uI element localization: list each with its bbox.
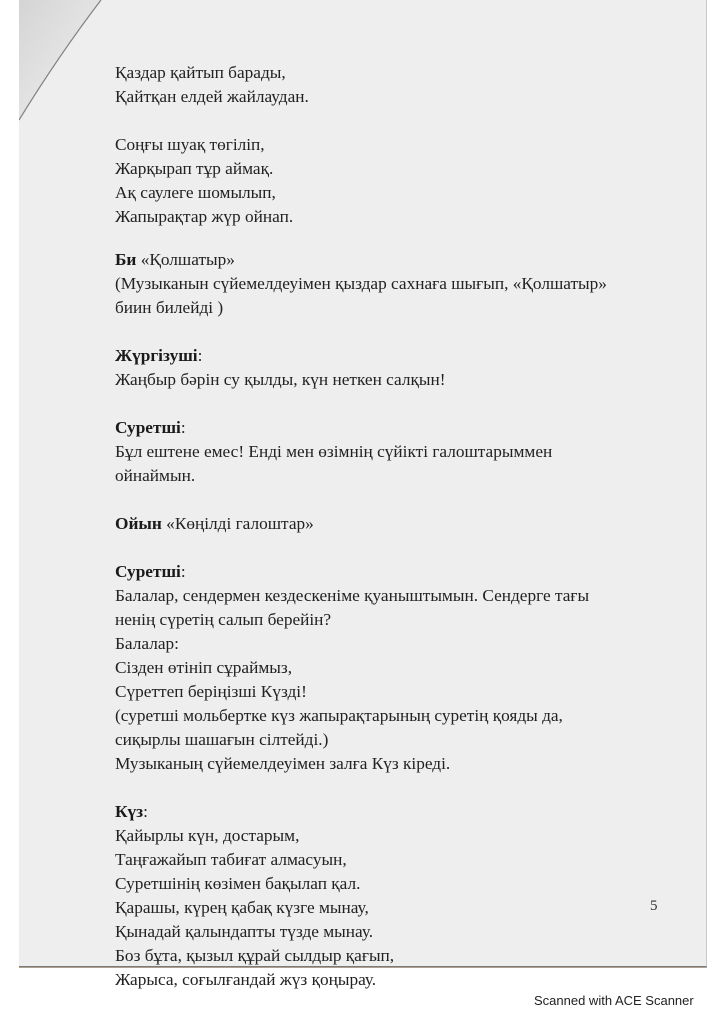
stanza-1 bbox=[115, 61, 675, 109]
text-line: Ақ саулеге шомылып, bbox=[115, 183, 276, 202]
speaker-heading: Күз: bbox=[115, 802, 148, 821]
poem-line: Қайырлы күн, достарым, bbox=[115, 826, 300, 845]
poem-line: Боз бұта, қызыл құрай сылдыр қағып, bbox=[115, 946, 395, 965]
document-body bbox=[115, 61, 675, 992]
game-title: «Көңілді галоштар» bbox=[161, 514, 314, 533]
poem-line: Суретшінің көзімен бақылап қал. bbox=[115, 874, 361, 893]
presenter-section bbox=[115, 344, 675, 392]
dialogue-line: ненің сүретің салып берейін? bbox=[115, 610, 332, 629]
artist-section-1 bbox=[115, 416, 675, 488]
dialogue-line: ойнаймын. bbox=[115, 466, 196, 485]
dialogue-line: Бұл ештене емес! Енді мен өзімнің сүйікті галоштарыммен bbox=[115, 442, 553, 461]
stanza-2 bbox=[115, 133, 675, 229]
poem-line: Қынадай қалындапты түзде мынау. bbox=[115, 922, 374, 941]
dance-heading bbox=[115, 248, 675, 272]
speaker-name: Суретші bbox=[115, 562, 181, 581]
dance-label: Би bbox=[115, 250, 137, 269]
speaker-heading: Суретші: bbox=[115, 562, 186, 581]
stage-direction: (Музыканын сүйемелдеуімен қыздар сахнаға шығып, «Қолшатыр» bbox=[115, 274, 607, 293]
dialogue-line: Балалар, сендермен кездескеніме қуаныштымын. Сендерге тағы bbox=[115, 586, 590, 605]
game-label: Ойын bbox=[115, 514, 162, 533]
poem-line: Қарашы, күрең қабақ күзге мынау, bbox=[115, 898, 369, 917]
speaker-name: Суретші bbox=[115, 418, 181, 437]
text-line: Соңғы шуақ төгіліп, bbox=[115, 135, 265, 154]
speaker-heading: Суретші: bbox=[115, 418, 186, 437]
scanner-watermark: Scanned with ACE Scanner bbox=[534, 993, 694, 1008]
stage-direction: биин билейді ) bbox=[115, 298, 224, 317]
page-number: 5 bbox=[650, 898, 658, 914]
dance-section bbox=[115, 248, 675, 320]
autumn-section bbox=[115, 800, 675, 992]
speaker-heading: Жүргізуші: bbox=[115, 346, 203, 365]
text-line: Жапырақтар жүр ойнап. bbox=[115, 207, 294, 226]
game-heading bbox=[115, 512, 675, 536]
dialogue-line: Жаңбыр бәрін су қылды, күн неткен салқын! bbox=[115, 370, 446, 389]
dance-title: «Қолшатыр» bbox=[136, 250, 235, 269]
text-line: Қайтқан елдей жайлаудан. bbox=[115, 87, 309, 106]
dialogue-line: Сүреттеп беріңізші Күзді! bbox=[115, 682, 307, 701]
speaker-name: Күз bbox=[115, 802, 144, 821]
game-section bbox=[115, 512, 675, 536]
stage-direction: (суретші мольбертке күз жапырақтарының суретің қояды да, bbox=[115, 706, 563, 725]
artist-section-2 bbox=[115, 560, 675, 776]
text-line: Жарқырап тұр аймақ. bbox=[115, 159, 274, 178]
text-line: Қаздар қайтып барады, bbox=[115, 63, 286, 82]
poem-line: Таңғажайып табиғат алмасуын, bbox=[115, 850, 347, 869]
speaker-name: Жүргізуші bbox=[115, 346, 198, 365]
stage-direction: Музыканың сүйемелдеуімен залға Күз кіреді. bbox=[115, 754, 451, 773]
poem-line: Жарыса, соғылғандай жүз қоңырау. bbox=[115, 970, 377, 989]
stage-direction: сиқырлы шашағын сілтейді.) bbox=[115, 730, 329, 749]
dialogue-line: Балалар: bbox=[115, 634, 179, 653]
dialogue-line: Сізден өтініп сұраймыз, bbox=[115, 658, 293, 677]
